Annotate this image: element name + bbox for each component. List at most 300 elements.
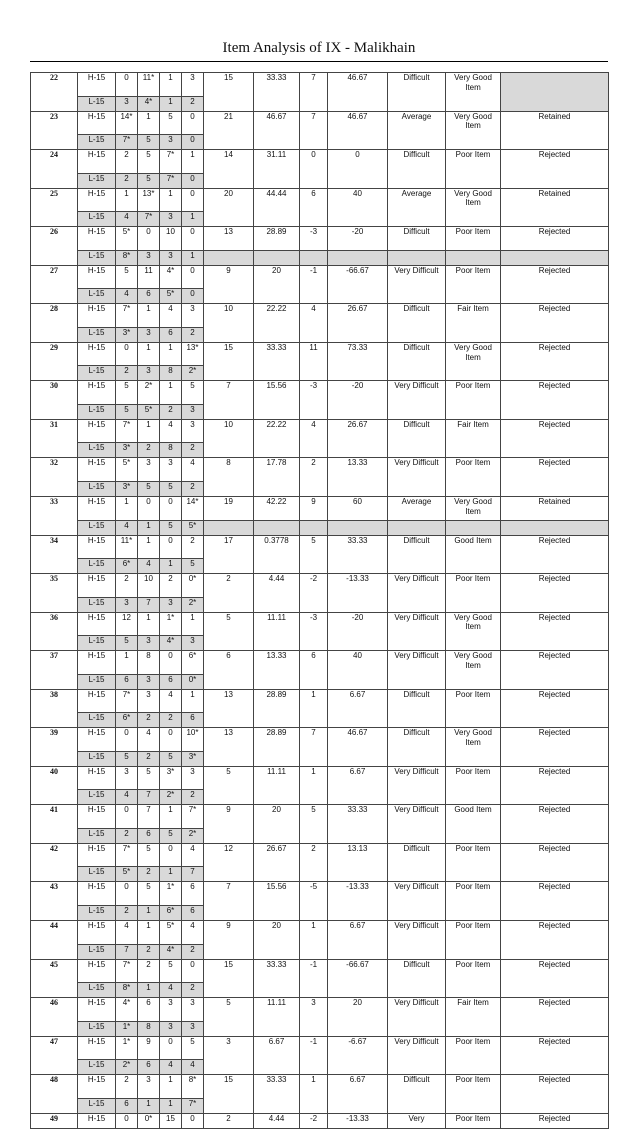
difficulty-level: Difficult [388,342,446,381]
difficulty-level: Very Difficult [388,458,446,497]
total: 21 [204,111,254,150]
high-group-count: 3 [182,766,204,790]
low-group-count: 1 [138,520,160,535]
low-group-count: 0 [182,135,204,150]
high-group-count: 0 [160,843,182,867]
item-quality-blank [446,520,501,535]
low-group-count: 3 [138,250,160,265]
difficulty-level-blank [388,250,446,265]
table-row [31,381,609,405]
difficulty-index: 28.89 [254,689,300,728]
high-group-count: 3 [116,766,138,790]
table-row [31,959,609,983]
difficulty-index: 15.56 [254,882,300,921]
item-quality: Poor Item [446,959,501,998]
difficulty-index: 20 [254,921,300,960]
item-quality: Poor Item [446,766,501,805]
total: 13 [204,227,254,251]
low-group-label: L-15 [78,867,116,882]
discrimination: -2 [300,1113,328,1128]
high-group-count: 1 [138,111,160,135]
high-group-count: 0* [138,1113,160,1128]
difficulty-level: Difficult [388,843,446,882]
discrimination-index: -13.33 [328,882,388,921]
low-group-count: 5 [182,559,204,574]
high-group-count: 5 [182,381,204,405]
high-group-count: 3 [182,73,204,97]
difficulty-level: Average [388,188,446,227]
remark: Rejected [501,998,609,1037]
table-row [31,304,609,328]
high-group-label: H-15 [78,111,116,135]
high-group-count: 11* [116,535,138,559]
table-row [31,998,609,1022]
item-quality: Very Good Item [446,188,501,227]
high-group-count: 8* [182,1075,204,1099]
table-row [31,342,609,366]
low-group-count: 4* [160,636,182,651]
low-group-count: 2 [182,327,204,342]
low-group-count: 3 [160,250,182,265]
difficulty-index: 33.33 [254,342,300,381]
high-group-count: 10 [138,574,160,598]
difficulty-level: Difficult [388,1075,446,1114]
low-group-count: 5 [138,173,160,188]
difficulty-level: Difficult [388,959,446,998]
item-number: 30 [31,381,78,420]
low-group-count: 5 [116,636,138,651]
discrimination-index-blank [328,520,388,535]
low-group-label: L-15 [78,674,116,689]
low-group-count: 2 [182,96,204,111]
high-group-count: 6 [182,882,204,906]
difficulty-index: 22.22 [254,304,300,343]
discrimination-index: 13.33 [328,458,388,497]
low-group-count: 0 [182,289,204,304]
item-quality: Fair Item [446,998,501,1037]
item-number: 43 [31,882,78,921]
low-group-count: 2 [182,482,204,497]
discrimination: 5 [300,805,328,844]
high-group-count: 5 [138,150,160,174]
high-group-count: 0 [138,497,160,521]
difficulty-level: Difficult [388,150,446,189]
remark: Rejected [501,1075,609,1114]
high-group-count: 0 [116,342,138,366]
total: 15 [204,342,254,381]
item-quality: Poor Item [446,574,501,613]
high-group-count: 1 [116,188,138,212]
item-number: 24 [31,150,78,189]
total: 5 [204,766,254,805]
difficulty-index: 17.78 [254,458,300,497]
low-group-count: 2 [160,404,182,419]
remark: Rejected [501,843,609,882]
difficulty-index: 28.89 [254,728,300,767]
low-group-label: L-15 [78,366,116,381]
discrimination: 1 [300,1075,328,1114]
discrimination-index: 20 [328,998,388,1037]
low-group-count: 1 [160,559,182,574]
low-group-count: 1 [138,906,160,921]
difficulty-index: 4.44 [254,574,300,613]
difficulty-index: 11.11 [254,766,300,805]
low-group-count: 1* [116,1021,138,1036]
item-number: 37 [31,651,78,690]
item-quality: Poor Item [446,1075,501,1114]
discrimination: 1 [300,766,328,805]
low-group-count: 7 [138,597,160,612]
item-quality: Poor Item [446,843,501,882]
difficulty-level: Difficult [388,419,446,458]
item-quality: Poor Item [446,1113,501,1128]
item-number: 34 [31,535,78,574]
difficulty-level-blank [388,520,446,535]
difficulty-level: Difficult [388,689,446,728]
table-row [31,73,609,97]
difficulty-index: 26.67 [254,843,300,882]
high-group-count: 5* [116,227,138,251]
low-group-count: 8* [116,250,138,265]
low-group-count: 2 [116,173,138,188]
low-group-count: 7* [182,1098,204,1113]
remark: Retained [501,111,609,150]
high-group-label: H-15 [78,304,116,328]
discrimination-index: 33.33 [328,535,388,574]
high-group-label: H-15 [78,728,116,752]
high-group-label: H-15 [78,574,116,598]
discrimination: 7 [300,73,328,112]
low-group-count: 0* [182,674,204,689]
high-group-count: 0 [160,651,182,675]
table-row [31,458,609,482]
high-group-count: 1 [160,188,182,212]
low-group-count: 3 [138,674,160,689]
low-group-count: 4* [160,944,182,959]
low-group-count: 3 [138,366,160,381]
item-quality: Poor Item [446,882,501,921]
low-group-count: 2 [182,790,204,805]
difficulty-level: Very Difficult [388,612,446,651]
remark: Rejected [501,728,609,767]
item-number: 29 [31,342,78,381]
difficulty-level: Difficult [388,73,446,112]
low-group-count: 5 [160,828,182,843]
high-group-label: H-15 [78,805,116,829]
high-group-count: 5 [116,381,138,405]
item-number: 36 [31,612,78,651]
low-group-count: 6* [116,713,138,728]
high-group-count: 2 [116,150,138,174]
low-group-label: L-15 [78,1060,116,1075]
table-row [31,843,609,867]
item-number: 33 [31,497,78,536]
high-group-label: H-15 [78,497,116,521]
high-group-count: 0 [182,1113,204,1128]
table-row [31,651,609,675]
high-group-count: 0 [160,497,182,521]
difficulty-level: Very Difficult [388,805,446,844]
high-group-count: 4 [160,419,182,443]
difficulty-index: 33.33 [254,959,300,998]
high-group-count: 2 [160,574,182,598]
high-group-count: 1 [138,342,160,366]
difficulty-index: 11.11 [254,612,300,651]
high-group-count: 1 [182,689,204,713]
remark: Rejected [501,651,609,690]
high-group-count: 1 [182,150,204,174]
table-row [31,227,609,251]
high-group-count: 1 [138,921,160,945]
high-group-count: 5* [160,921,182,945]
difficulty-level: Average [388,497,446,521]
discrimination: -3 [300,381,328,420]
high-group-label: H-15 [78,188,116,212]
high-group-label: H-15 [78,419,116,443]
remark: Rejected [501,535,609,574]
item-quality: Very Good Item [446,342,501,381]
discrimination-index: 6.67 [328,766,388,805]
low-group-count: 6 [138,828,160,843]
total: 15 [204,73,254,112]
discrimination-index: -66.67 [328,959,388,998]
discrimination-index: -20 [328,612,388,651]
low-group-count: 8 [138,1021,160,1036]
high-group-count: 4 [138,728,160,752]
low-group-count: 5 [116,751,138,766]
low-group-count: 1 [182,250,204,265]
table-row [31,497,609,521]
high-group-count: 1* [160,882,182,906]
high-group-count: 4 [160,304,182,328]
item-number: 27 [31,265,78,304]
discrimination-index: 46.67 [328,111,388,150]
high-group-count: 5 [160,959,182,983]
low-group-count: 6 [116,1098,138,1113]
discrimination: 0 [300,150,328,189]
low-group-count: 2 [116,906,138,921]
table-row [31,882,609,906]
high-group-count: 5 [160,111,182,135]
total: 20 [204,188,254,227]
discrimination: -5 [300,882,328,921]
high-group-count: 7* [182,805,204,829]
low-group-count: 5 [160,520,182,535]
total: 15 [204,1075,254,1114]
total: 14 [204,150,254,189]
high-group-label: H-15 [78,843,116,867]
difficulty-level: Average [388,111,446,150]
discrimination: 6 [300,188,328,227]
table-row [31,612,609,636]
difficulty-index: 42.22 [254,497,300,521]
total: 3 [204,1036,254,1075]
remark: Rejected [501,342,609,381]
high-group-count: 12 [116,612,138,636]
low-group-count: 6 [160,327,182,342]
discrimination: 4 [300,304,328,343]
high-group-count: 0 [116,73,138,97]
total: 5 [204,612,254,651]
low-group-count: 1 [138,983,160,998]
high-group-count: 7* [160,150,182,174]
discrimination-blank [300,520,328,535]
table-row [31,535,609,559]
low-group-count: 6 [116,674,138,689]
page-title: Item Analysis of IX - Malikhain [222,40,416,56]
discrimination: 9 [300,497,328,521]
remark: Rejected [501,419,609,458]
high-group-count: 1 [160,342,182,366]
total: 7 [204,882,254,921]
high-group-label: H-15 [78,73,116,97]
low-group-count: 2* [182,828,204,843]
difficulty-level: Very Difficult [388,651,446,690]
item-quality: Very Good Item [446,111,501,150]
difficulty-index: 4.44 [254,1113,300,1128]
low-group-count: 4 [138,559,160,574]
difficulty-index-blank [254,520,300,535]
high-group-count: 0* [182,574,204,598]
low-group-label: L-15 [78,828,116,843]
high-group-count: 11* [138,73,160,97]
difficulty-index: 46.67 [254,111,300,150]
high-group-label: H-15 [78,1075,116,1099]
discrimination: 2 [300,843,328,882]
high-group-count: 0 [182,265,204,289]
remark: Rejected [501,612,609,651]
table-row [31,150,609,174]
table-row [31,689,609,713]
low-group-count: 3 [160,1021,182,1036]
remark: Rejected [501,921,609,960]
discrimination-index: 6.67 [328,1075,388,1114]
remark: Rejected [501,227,609,251]
high-group-count: 1 [138,612,160,636]
high-group-count: 9 [138,1036,160,1060]
low-group-label: L-15 [78,482,116,497]
difficulty-level: Difficult [388,304,446,343]
item-number: 42 [31,843,78,882]
discrimination-index: 46.67 [328,728,388,767]
low-group-count: 1 [138,1098,160,1113]
item-number: 38 [31,689,78,728]
high-group-label: H-15 [78,651,116,675]
high-group-count: 3 [182,304,204,328]
discrimination-index: 6.67 [328,689,388,728]
high-group-count: 7* [116,419,138,443]
total: 9 [204,805,254,844]
high-group-count: 0 [160,1036,182,1060]
difficulty-level: Difficult [388,227,446,251]
difficulty-level: Very Difficult [388,574,446,613]
discrimination: 7 [300,111,328,150]
item-quality: Poor Item [446,458,501,497]
remark: Rejected [501,574,609,613]
low-group-label: L-15 [78,443,116,458]
total: 6 [204,651,254,690]
high-group-count: 3 [182,419,204,443]
table-row [31,1113,609,1128]
high-group-count: 6 [138,998,160,1022]
high-group-label: H-15 [78,150,116,174]
discrimination-index: -13.33 [328,574,388,613]
low-group-label: L-15 [78,559,116,574]
low-group-count: 3 [160,597,182,612]
table-row [31,520,609,535]
high-group-count: 4* [116,998,138,1022]
high-group-count: 3 [138,689,160,713]
item-number: 45 [31,959,78,998]
low-group-count: 4 [160,983,182,998]
low-group-label: L-15 [78,713,116,728]
low-group-count: 2 [116,828,138,843]
item-quality: Good Item [446,805,501,844]
high-group-count: 1 [160,1075,182,1099]
low-group-count: 1 [160,96,182,111]
high-group-count: 0 [160,728,182,752]
item-number: 35 [31,574,78,613]
low-group-label: L-15 [78,289,116,304]
low-group-count: 3 [138,636,160,651]
remark-blank [501,520,609,535]
low-group-count: 5 [138,482,160,497]
table-row [31,111,609,135]
item-analysis-table [30,72,609,1129]
high-group-count: 5 [138,766,160,790]
difficulty-level: Very Difficult [388,998,446,1037]
discrimination-index: 26.67 [328,304,388,343]
high-group-label: H-15 [78,265,116,289]
total: 2 [204,574,254,613]
difficulty-index: 20 [254,265,300,304]
remark-blank [501,250,609,265]
high-group-count: 10 [160,227,182,251]
low-group-count: 6 [138,1060,160,1075]
low-group-count: 2 [138,713,160,728]
high-group-count: 5 [138,882,160,906]
discrimination-index: 40 [328,651,388,690]
remark: Retained [501,497,609,521]
difficulty-index: 22.22 [254,419,300,458]
high-group-count: 4 [182,921,204,945]
high-group-label: H-15 [78,689,116,713]
difficulty-index: 6.67 [254,1036,300,1075]
item-quality: Poor Item [446,227,501,251]
low-group-count: 2 [138,443,160,458]
high-group-count: 3* [160,766,182,790]
low-group-count: 6 [182,906,204,921]
low-group-count: 7* [138,212,160,227]
low-group-count: 5 [138,135,160,150]
low-group-label: L-15 [78,906,116,921]
low-group-label: L-15 [78,250,116,265]
discrimination-index: 73.33 [328,342,388,381]
discrimination-index: -20 [328,381,388,420]
discrimination-index-blank [328,250,388,265]
discrimination: 4 [300,419,328,458]
high-group-count: 2 [182,535,204,559]
discrimination-index: 6.67 [328,921,388,960]
high-group-count: 0 [182,227,204,251]
item-quality: Poor Item [446,689,501,728]
high-group-count: 0 [116,882,138,906]
remark: Rejected [501,882,609,921]
table-row [31,574,609,598]
low-group-label: L-15 [78,636,116,651]
total: 2 [204,1113,254,1128]
item-number: 28 [31,304,78,343]
